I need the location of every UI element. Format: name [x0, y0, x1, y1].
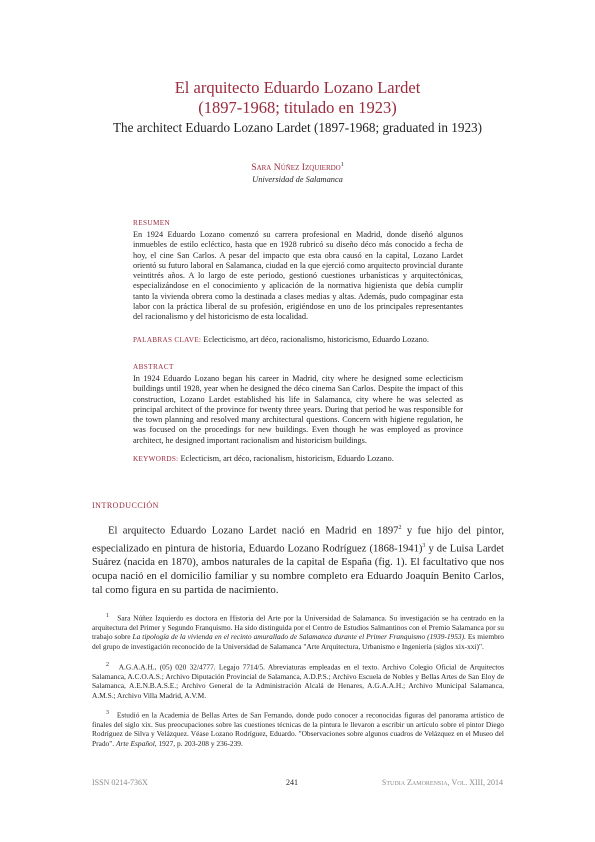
footnote-number: 3: [106, 710, 109, 716]
footnote-text: Sara Núñez Izquierdo es doctora en Historia del Arte por la Universidad de Salamanca. Su investigación se ha centrado en la arquitectura del Primer y Segundo Franquismo. Ha sido distinguida por el Centro de Estudios Salmantinos con el Premio Salamanca por su trabajo sobre: [92, 613, 504, 642]
footnote-number: 2: [106, 662, 109, 668]
footer-page-number: 241: [286, 778, 298, 787]
footnote-italic: Arte Español: [115, 738, 155, 748]
keywords: [133, 454, 463, 464]
body-paragraph: [92, 521, 504, 599]
footnote-ref-3[interactable]: 3: [422, 542, 426, 549]
palabras-clave-text: Eclecticismo, art déco, racionalismo, historicismo, Eduardo Lozano.: [203, 335, 429, 344]
article-title: [60, 78, 535, 118]
footnote-2: [92, 661, 504, 700]
abstract-label: ABSTRACT: [133, 363, 174, 371]
title-line-1: El arquitecto Eduardo Lozano Lardet: [174, 78, 421, 97]
footer-journal: Studia Zamorensia, Vol. XIII, 2014: [381, 778, 503, 787]
footnote-text: Estudió en la Academia de Bellas Artes de San Fernando, donde pudo conocer a reconocidas figuras del panorama artístico de finales del siglo xix. Sus preocupaciones sobre las cuestiones técnicas de la pintura le llevaron a escribir un artículo sobre el pintor Diego Rodríguez de Silva y Velázquez. Véase Lozano Rodríguez, Eduardo. "Observaciones sobre algunos cuadros de Velázquez en el Museo del Prado".: [92, 710, 504, 748]
title-line-2: (1897-1968; titulado en 1923): [198, 98, 397, 117]
abstract-text: In 1924 Eduardo Lozano began his career in Madrid, city where he designed some eclecticism buildings until 1928, year when he designed the déco cinema San Carlos. Despite the impact of this construction, Lozano Lardet established his life in Salamanca, city where he was selected as principal architect of the province for twenty three years. During that period he was responsible for the town planning and resolved many architectural questions. Concern with higiene regulation, he was focused on the procedings for new buildings. Even though he was employed as province architect, he designed important racionalism and historicism buildings.: [133, 374, 463, 445]
author-name: Sara Núñez Izquierdo: [251, 162, 341, 174]
footnote-text: A.G.A.A.H., (05) 020 32/4777. Legajo 7714/5. Abreviaturas empleadas en el texto. Archivo Colegio Oficial de Arquitectos Salamanca, A.C.O.A.S.; Archivo Diputación Provincial de Salamanca, A.D.P.S.; Archivo Escuela de Nobles y Bellas Artes de San Eloy de Salamanca, A.E.N.B.A.S.E.; Archivo General de la Administración Alcalá de Henares, A.G.A.A.H.; Archivo Municipal Salamanca, A.M.S.; Archivo Villa Madrid, A.V.M.: [92, 662, 504, 700]
keywords-text: Eclecticism, art déco, racionalism, historicism, Eduardo Lozano.: [180, 454, 394, 463]
resumen-text: En 1924 Eduardo Lozano comenzó su carrera profesional en Madrid, donde diseñó algunos inmuebles de estilo ecléctico, hasta que en 1928 rubricó su diseño déco más conocido a fecha de hoy, el cine San Carlos. A pesar del impacto que esta obra causó en la capital, Lozano Lardet orientó su futuro laboral en Salamanca, ciudad en la que ejerció como arquitecto provincial durante veintitrés años. A lo largo de este periodo, gestionó cuestiones urbanísticas y arquitectónicas, especializándose en el conocimiento y aplicación de la normativa higienista que debía cumplir tanto la vivienda obrera como la destinada a clases medias y altas. Además, pudo compaginar esta labor con la práctica liberal de su profesión, erigiéndose en uno de los principales representantes del racionalismo y del historicismo de esta localidad.: [133, 230, 463, 322]
footnote-italic: La tipología de la vivienda en el recinto amurallado de Salamanca durante el Primer Franquismo (1939-1953).: [132, 632, 466, 642]
author-affiliation: Universidad de Salamanca: [252, 175, 343, 184]
keywords-label: KEYWORDS:: [133, 455, 179, 463]
footer-issn: ISSN 0214-736X: [92, 778, 148, 787]
footnote-text: , 1927, p. 203-208 y 236-239.: [154, 738, 243, 748]
author-footnote-ref[interactable]: 1: [340, 162, 344, 168]
palabras-clave-label: PALABRAS CLAVE:: [133, 336, 202, 344]
english-title: The architect Eduardo Lozano Lardet (1897-1968; graduated in 1923): [112, 120, 483, 135]
resumen-label: RESUMEN: [133, 219, 171, 227]
footnote-3: [92, 709, 504, 748]
footnote-ref-2[interactable]: 2: [398, 525, 402, 531]
introduccion-heading: INTRODUCCIÓN: [92, 501, 159, 510]
footnote-number: 1: [106, 613, 109, 619]
body-text-part: y fue hijo del pintor, especializado en pintura de historia, Eduardo Lozano Rodríguez (1868-1941): [92, 525, 504, 555]
body-text-part: El arquitecto Eduardo Lozano Lardet nació en Madrid en 1897: [108, 525, 399, 537]
palabras-clave: [133, 335, 463, 345]
footnote-1: [92, 612, 504, 651]
footnote-text: Es miembro del grupo de investigación reconocido de la Universidad de Salamanca "Arte Arquitectura, Urbanismo e Ingeniería (siglos xix-xxi)".: [92, 632, 504, 651]
author-line: [60, 162, 535, 173]
body-text-part: y de Luisa Lardet Suárez (nacida en 1870), ambos naturales de la capital de España (fig. 1). El facultativo que nos ocupa nació en el domicilio familiar y su nombre completo era Eduardo Joaquín Benito Carlos, tal como figura en su partida de nacimiento.: [92, 543, 504, 597]
